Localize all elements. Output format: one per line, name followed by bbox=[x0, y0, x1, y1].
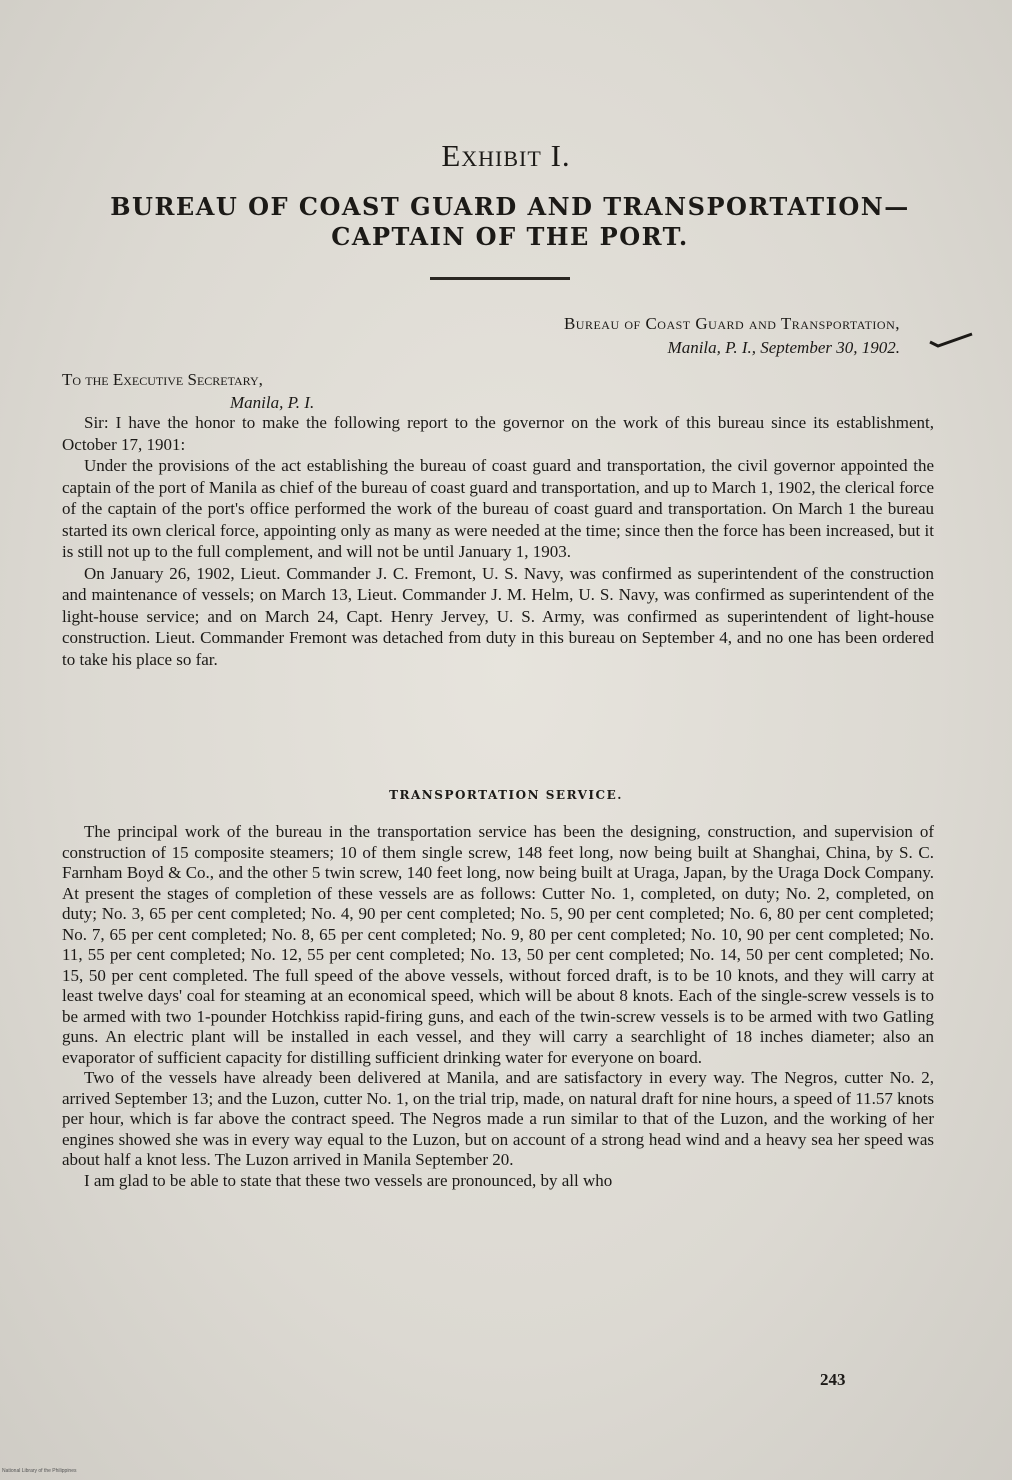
paragraph-provisions: Under the provisions of the act establishing the bureau of coast guard and transportation, the civil governor appointed the captain of the port of Manila as chief of the bureau of coast guard and transportation, and up to March 1, 1902, the clerical force of the captain of the port's office performed the work of the bureau of coast guard and transportation. On March 1 the bureau started its own clerical force, appointing only as many as were needed at the time; since then the force has been increased, but it is still not up to the full complement, and will not be until January 1, 1903. bbox=[62, 456, 934, 561]
paragraph-deliveries: Two of the vessels have already been delivered at Manila, and are satisfactory in every way. The Negros, cutter No. 2, arrived September 13; and the Luzon, cutter No. 1, on the trial trip, made, on natural draft for nine hours, a speed of 11.57 knots per hour, which is far above the contract speed. The Negros made a run similar to that of the Luzon, and the working of her engines showed she was in every way equal to the Luzon, but on account of a strong head wind and a heavy sea her speed was about half a knot less. The Luzon arrived in Manila September 20. bbox=[62, 1068, 934, 1169]
page-number: 243 bbox=[820, 1370, 846, 1389]
transportation-section-body bbox=[62, 822, 934, 1191]
section-heading: TRANSPORTATION SERVICE. bbox=[389, 788, 623, 802]
page-title: BUREAU OF COAST GUARD AND TRANSPORTATION—CAPTAIN OF THE PORT. bbox=[110, 192, 910, 251]
paragraph-appointments: On January 26, 1902, Lieut. Commander J. C. Fremont, U. S. Navy, was confirmed as superintendent of the construction and maintenance of vessels; on March 13, Lieut. Commander J. M. Helm, U. S. Navy, was confirmed as superintendent of the light-house service; and on March 24, Capt. Henry Jervey, U. S. Army, was confirmed as superintendent of light-house construction. Lieut. Commander Fremont was detached from duty in this bureau on September 4, and no one has been ordered to take his place so far. bbox=[62, 563, 934, 669]
letter-addressee bbox=[62, 368, 662, 414]
sender-organization: Bureau of Coast Guard and Transportation, bbox=[563, 314, 900, 333]
paragraph-closing: I am glad to be able to state that these two vessels are pronounced, by all who bbox=[84, 1170, 613, 1190]
letter-body bbox=[62, 412, 934, 670]
check-mark-icon bbox=[928, 330, 974, 350]
addressee-place: Manila, P. I. bbox=[230, 393, 315, 412]
exhibit-heading: Exhibit I. bbox=[441, 138, 571, 173]
letter-sender bbox=[340, 312, 900, 360]
paragraph-steamers: The principal work of the bureau in the transportation service has been the designing, construction, and supervision of construction of 15 composite steamers; 10 of them single screw, 148 feet long, now being built at Shanghai, China, by S. C. Farnham Boyd & Co., and the other 5 twin screw, 140 feet long, now being built at Uraga, Japan, by the Uraga Dock Company. At present the stages of completion of these vessels are as follows: Cutter No. 1, completed, on duty; No. 2, completed, on duty; No. 3, 65 per cent completed; No. 4, 90 per cent completed; No. 5, 90 per cent completed; No. 6, 80 per cent completed; No. 7, 65 per cent completed; No. 8, 65 per cent completed; No. 9, 80 per cent completed; No. 10, 90 per cent completed; No. 11, 55 per cent completed; No. 12, 55 per cent completed; No. 13, 50 per cent completed; No. 14, 50 per cent completed; No. 15, 50 per cent completed. The full speed of the above vessels, without forced draft, is to be 10 knots, and they will carry at least twelve days' coal for steaming at an economical speed, which will be about 8 knots. Each of the single-screw vessels is to be armed with two 1-pounder Hotchkiss rapid-firing guns, and each of the twin-screw vessels is to be armed with two Gatling guns. An electric plant will be installed in each vessel, and they will carry a searchlight of 18 inches diameter; also an evaporator of sufficient capacity for distilling sufficient drinking water for everyone on board. bbox=[62, 822, 934, 1067]
addressee-line: To the Executive Secretary, bbox=[62, 370, 263, 389]
paragraph-salutation: Sir: I have the honor to make the following report to the governor on the work of this bureau since its establishment, October 17, 1901: bbox=[62, 413, 934, 454]
sender-place-date: Manila, P. I., September 30, 1902. bbox=[667, 338, 900, 357]
scan-footer: National Library of the Philippines bbox=[2, 1468, 77, 1474]
title-divider bbox=[430, 277, 570, 280]
